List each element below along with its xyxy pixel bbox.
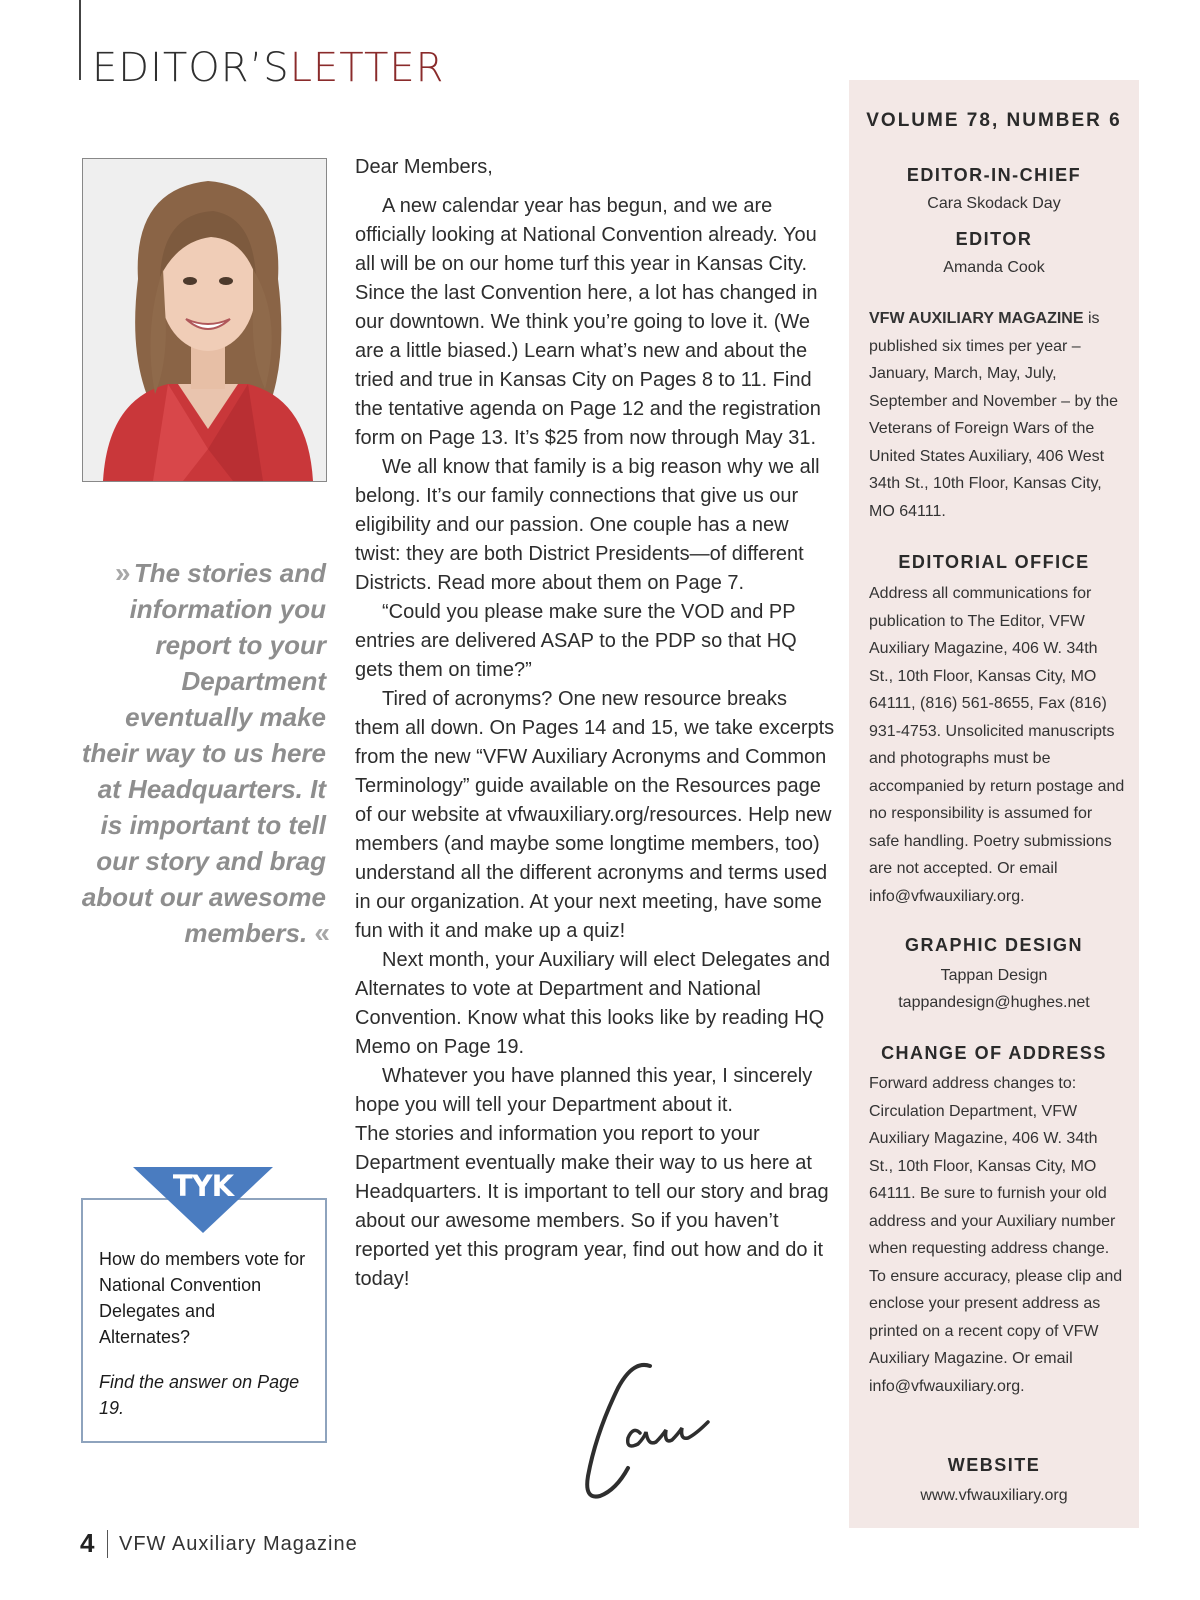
letter-body (355, 153, 835, 1294)
editor-photo (82, 158, 327, 482)
page-number: 4 (80, 1528, 95, 1558)
publication-info (869, 305, 1125, 525)
graphic-design-name: Tappan Design (940, 967, 1048, 984)
letter-paragraph: We all know that family is a big reason why we all belong. It’s our family connections that give us our eligibility and our passion. One couple has a new twist: they are both District Presidents—of different Districts. Read more about them on Page 7. (355, 456, 820, 594)
section-title-part1: EDITOR’S (92, 45, 290, 91)
graphic-design-email: tappandesign@hughes.net (898, 994, 1090, 1011)
letter-paragraph: Whatever you have planned this year, I sincerely hope you will tell your Department about it. (355, 1065, 813, 1116)
magazine-name: VFW Auxiliary Magazine (119, 1533, 358, 1555)
pull-quote (80, 555, 326, 951)
letter-paragraph: Tired of acronyms? One new resource breaks them all down. On Pages 14 and 15, we take excerpts from the new “VFW Auxiliary Acronyms and Common Terminology” guide available on the Resources page of our website at vfwauxiliary.org/resources. Help new members (and maybe some longtime members, too) understand all the different acronyms and terms used in our organization. At your next meeting, have some fun with it and make up a quiz! (355, 688, 835, 942)
letter-paragraph: Next month, your Auxiliary will elect Delegates and Alternates to vote at Department and National Convention. Know what this looks like by reading HQ Memo on Page 19. (355, 949, 830, 1058)
letter-paragraph: “Could you please make sure the VOD and PP entries are delivered ASAP to the PDP so that HQ gets them on time?” (355, 601, 797, 681)
editor-heading: EDITOR (955, 229, 1033, 249)
quote-close-icon: « (314, 917, 326, 948)
editor-name: Amanda Cook (943, 259, 1045, 276)
letter-greeting: Dear Members, (355, 156, 493, 178)
website-heading: WEBSITE (947, 1455, 1041, 1475)
letter-closing: The stories and information you report to your Department eventually make their way to us here at Headquarters. It is important to tell our story and brag about our awesome members. So if you haven’t reported yet this program year, find out how and do it today! (355, 1123, 829, 1290)
tyk-label: TYK (172, 1169, 234, 1203)
editor-in-chief-name: Cara Skodack Day (927, 195, 1061, 212)
publication-text: is published six times per year – January, March, May, July, September and November – by the Veterans of Foreign Wars of the United States Auxiliary, 406 West 34th St., 10th Floor, Kansas City, MO 64111. (869, 310, 1119, 520)
change-of-address-heading: CHANGE OF ADDRESS (881, 1043, 1107, 1063)
volume-number: VOLUME 78, NUMBER 6 (866, 110, 1122, 131)
quote-open-icon: » (115, 557, 127, 588)
section-title (92, 40, 444, 96)
editor-in-chief-heading: EDITOR-IN-CHIEF (906, 165, 1082, 185)
editor-portrait-image (83, 159, 326, 481)
pull-quote-text: The stories and information you report to your Department eventually make their way to us here at Headquarters. It is important to tell our story and brag about our awesome members. (81, 558, 326, 948)
title-rule (79, 0, 81, 80)
folio-divider (107, 1530, 108, 1558)
section-title-part2: LETTER (289, 45, 445, 91)
tyk-answer: Find the answer on Page 19. (99, 1372, 300, 1418)
editorial-office-heading: EDITORIAL OFFICE (898, 552, 1090, 572)
publication-name: VFW AUXILIARY MAGAZINE (869, 310, 1084, 327)
editorial-office-text: Address all communications for publication to The Editor, VFW Auxiliary Magazine, 406 W. 34th St., 10th Floor, Kansas City, MO 64111, (816) 561-8655, Fax (816) 931-4753. Unsolicited manuscripts and photographs must be accompanied by return postage and no responsibility is assumed for safe handling. Poetry submissions are not accepted. Or email info@vfwauxiliary.org. (869, 585, 1125, 905)
change-of-address-text: Forward address changes to: Circulation Department, VFW Auxiliary Magazine, 406 W. 34th St., 10th Floor, Kansas City, MO 64111. Be sure to furnish your old address and your Auxiliary number when requesting address change. To ensure accuracy, please clip and enclose your present address as printed on a recent copy of VFW Auxiliary Magazine. Or email info@vfwauxiliary.org. (869, 1075, 1123, 1395)
graphic-design-heading: GRAPHIC DESIGN (904, 935, 1084, 955)
website-url: www.vfwauxiliary.org (920, 1487, 1068, 1504)
letter-paragraph: A new calendar year has begun, and we are officially looking at National Convention already. You all will be on our home turf this year in Kansas City. Since the last Convention here, a lot has changed in our downtown. We think you’re going to love it. (We are a little biased.) Learn what’s new and about the tried and true in Kansas City on Pages 8 to 11. Find the tentative agenda on Page 12 and the registration form on Page 13. It’s $25 from now through May 31. (355, 195, 821, 449)
tyk-question: How do members vote for National Convention Delegates and Alternates? (99, 1249, 306, 1347)
signature-image (578, 1358, 728, 1508)
